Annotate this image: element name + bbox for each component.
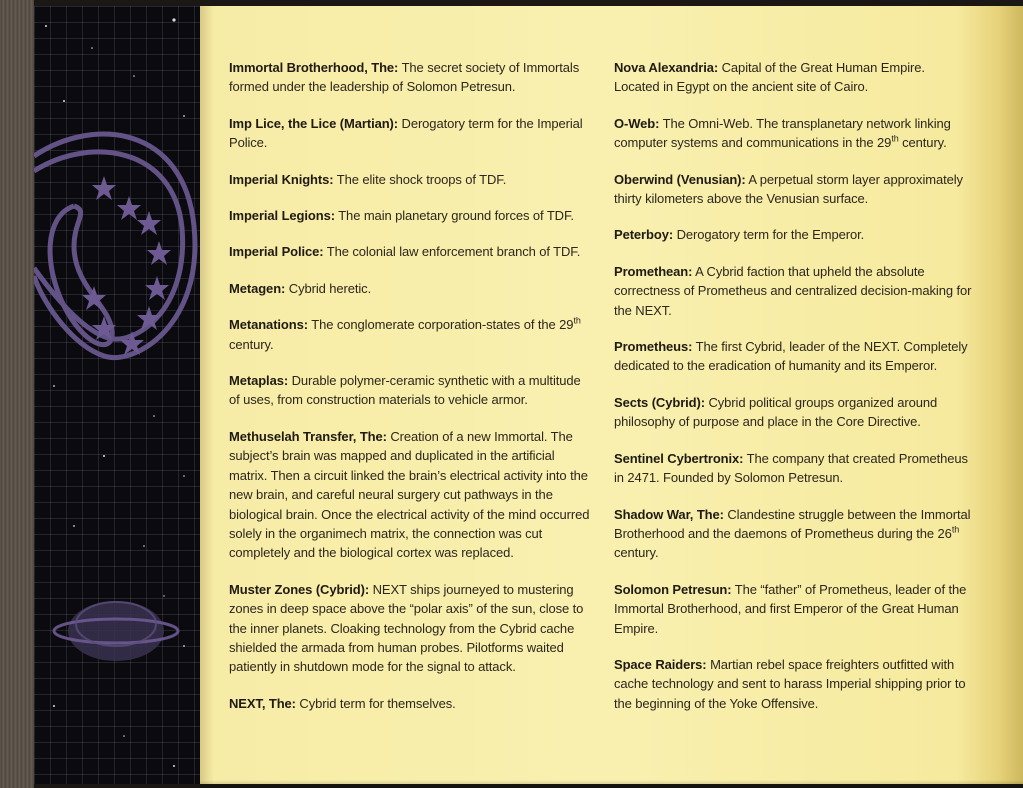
glossary-term: Imperial Legions: <box>229 208 335 224</box>
glossary-term: Metagen: <box>229 280 286 296</box>
page-edges <box>0 0 34 788</box>
glossary-entry <box>229 279 591 298</box>
glossary-left-column <box>229 58 591 730</box>
glossary-term: Nova Alexandria: <box>614 60 719 75</box>
glossary-entry <box>614 449 972 488</box>
glossary-definition: The company that created Prometheus in 2471. Founded by Solomon Petresun. <box>614 450 968 486</box>
glossary-entry <box>229 114 591 153</box>
glossary-definition: Martian rebel space freighters outfitted with cache technology and sent to harass Imperial shipping prior to the beginning of the Yoke Offensive. <box>614 656 966 711</box>
glossary-entry <box>229 694 591 713</box>
planet-emblem-icon <box>34 6 202 784</box>
glossary-entry <box>614 337 972 376</box>
ordinal-suffix: th <box>891 133 899 144</box>
glossary-term: Imperial Knights: <box>229 171 334 187</box>
glossary-entry <box>229 315 591 354</box>
glossary-definition: Clandestine struggle between the Immortal Brotherhood and the daemons of Prometheus during the <box>614 506 971 541</box>
glossary-entry <box>614 393 972 432</box>
glossary-entry <box>229 206 591 225</box>
glossary-term: Space Raiders: <box>614 656 707 672</box>
glossary-term: O-Web: <box>614 115 660 131</box>
century-number: 29 <box>877 135 892 151</box>
glossary-definition: The conglomerate corporation-states of the <box>311 317 556 333</box>
ordinal-suffix: th <box>951 524 960 535</box>
glossary-definition: Durable polymer-ceramic synthetic with a multitude of uses, from construction materials to vehicle armor. <box>229 373 581 408</box>
glossary-definition: Creation of a new Immortal. The subject’s brain was mapped and duplicated in the artificial matrix. Then a circuit linked the brain’s electrical activity into the new brain, and careful neural surgery cut pathways in the biological brain. Once the electrical activity of the mind occurred solely in the organimech matrix, the connection was cut completely and the biological cortex was replaced. <box>229 428 590 561</box>
glossary-entry <box>614 580 972 638</box>
glossary-entry <box>614 58 972 97</box>
glossary-definition: A perpetual storm layer approximately thirty kilometers above the Venusian surface. <box>614 171 963 207</box>
glossary-entry <box>614 225 972 244</box>
glossary-definition: Cybrid term for themselves. <box>299 695 456 711</box>
glossary-entry <box>614 505 972 563</box>
glossary-entry <box>229 371 591 410</box>
glossary-term: Muster Zones (Cybrid): <box>229 581 370 597</box>
glossary-term: Sentinel Cybertronix: <box>614 450 744 466</box>
glossary-definition: The secret society of Immortals formed under the leadership of Solomon Petresun. <box>229 60 580 95</box>
glossary-term: Oberwind (Venusian): <box>614 171 746 187</box>
glossary-entry <box>229 427 591 563</box>
glossary-term: Metaplas: <box>229 373 289 389</box>
glossary-term: Shadow War, The: <box>614 506 724 522</box>
glossary-definition: Derogatory term for the Imperial Police. <box>229 115 583 151</box>
glossary-entry <box>229 580 591 677</box>
glossary-term: Sects (Cybrid): <box>614 394 705 410</box>
glossary-definition: The Omni-Web. The transplanetary network linking computer systems and communications in the <box>614 115 951 151</box>
glossary-definition: The first Cybrid, leader of the NEXT. Completely dedicated to the eradication of humanity and its Emperor. <box>614 339 968 374</box>
glossary-entry <box>229 242 591 261</box>
glossary-definition: Cybrid political groups organized around philosophy of purpose and place in the Core Directive. <box>614 394 938 430</box>
glossary-entry <box>614 655 972 713</box>
glossary-term: Metanations: <box>229 317 308 333</box>
glossary-definition: The colonial law enforcement branch of TDF. <box>326 244 581 260</box>
glossary-definition: The “father” of Prometheus, leader of the Immortal Brotherhood, and first Emperor of the Great Human Empire. <box>614 581 967 636</box>
century-word: century. <box>229 336 274 352</box>
glossary-term: Methuselah Transfer, The: <box>229 428 387 444</box>
glossary-entry <box>614 114 972 153</box>
space-grid-strip <box>34 6 202 784</box>
glossary-term: NEXT, The: <box>229 695 296 711</box>
glossary-definition: Capital of the Great Human Empire. Located in Egypt on the ancient site of Cairo. <box>614 60 925 95</box>
century-word: century. <box>614 545 659 561</box>
glossary-term: Promethean: <box>614 263 693 279</box>
glossary-definition: The main planetary ground forces of TDF. <box>338 208 574 224</box>
glossary-definition: A Cybrid faction that upheld the absolute correctness of Prometheus and centralized decision-making for the NEXT. <box>614 263 972 318</box>
glossary-entry <box>229 170 591 189</box>
glossary-right-column <box>614 58 972 730</box>
glossary-term: Solomon Petresun: <box>614 581 732 597</box>
century-number: 26 <box>937 525 952 541</box>
glossary-term: Imp Lice, the Lice (Martian): <box>229 115 399 131</box>
glossary-entry <box>614 170 972 209</box>
glossary-term: Imperial Police: <box>229 244 324 260</box>
page-shadow <box>200 780 1023 788</box>
ordinal-suffix: th <box>573 315 581 326</box>
glossary-definition: NEXT ships journeyed to mustering zones in deep space above the “polar axis” of the sun, close to the inner planets. Cloaking technology from the Cybrid cache shielded the armada from human probes. Pilotforms waited patiently in shutdown mode for the signal to attack. <box>229 581 584 675</box>
glossary-definition: Cybrid heretic. <box>288 280 372 296</box>
century-word: century. <box>902 135 947 151</box>
glossary-term: Immortal Brotherhood, The: <box>229 60 399 75</box>
glossary-entry <box>229 58 591 97</box>
glossary-term: Peterboy: <box>614 227 674 243</box>
glossary-entry <box>614 262 972 320</box>
glossary-definition: Derogatory term for the Emperor. <box>676 227 865 243</box>
century-number: 29 <box>559 317 574 333</box>
glossary-term: Prometheus: <box>614 339 693 355</box>
glossary-definition: The elite shock troops of TDF. <box>336 171 507 187</box>
